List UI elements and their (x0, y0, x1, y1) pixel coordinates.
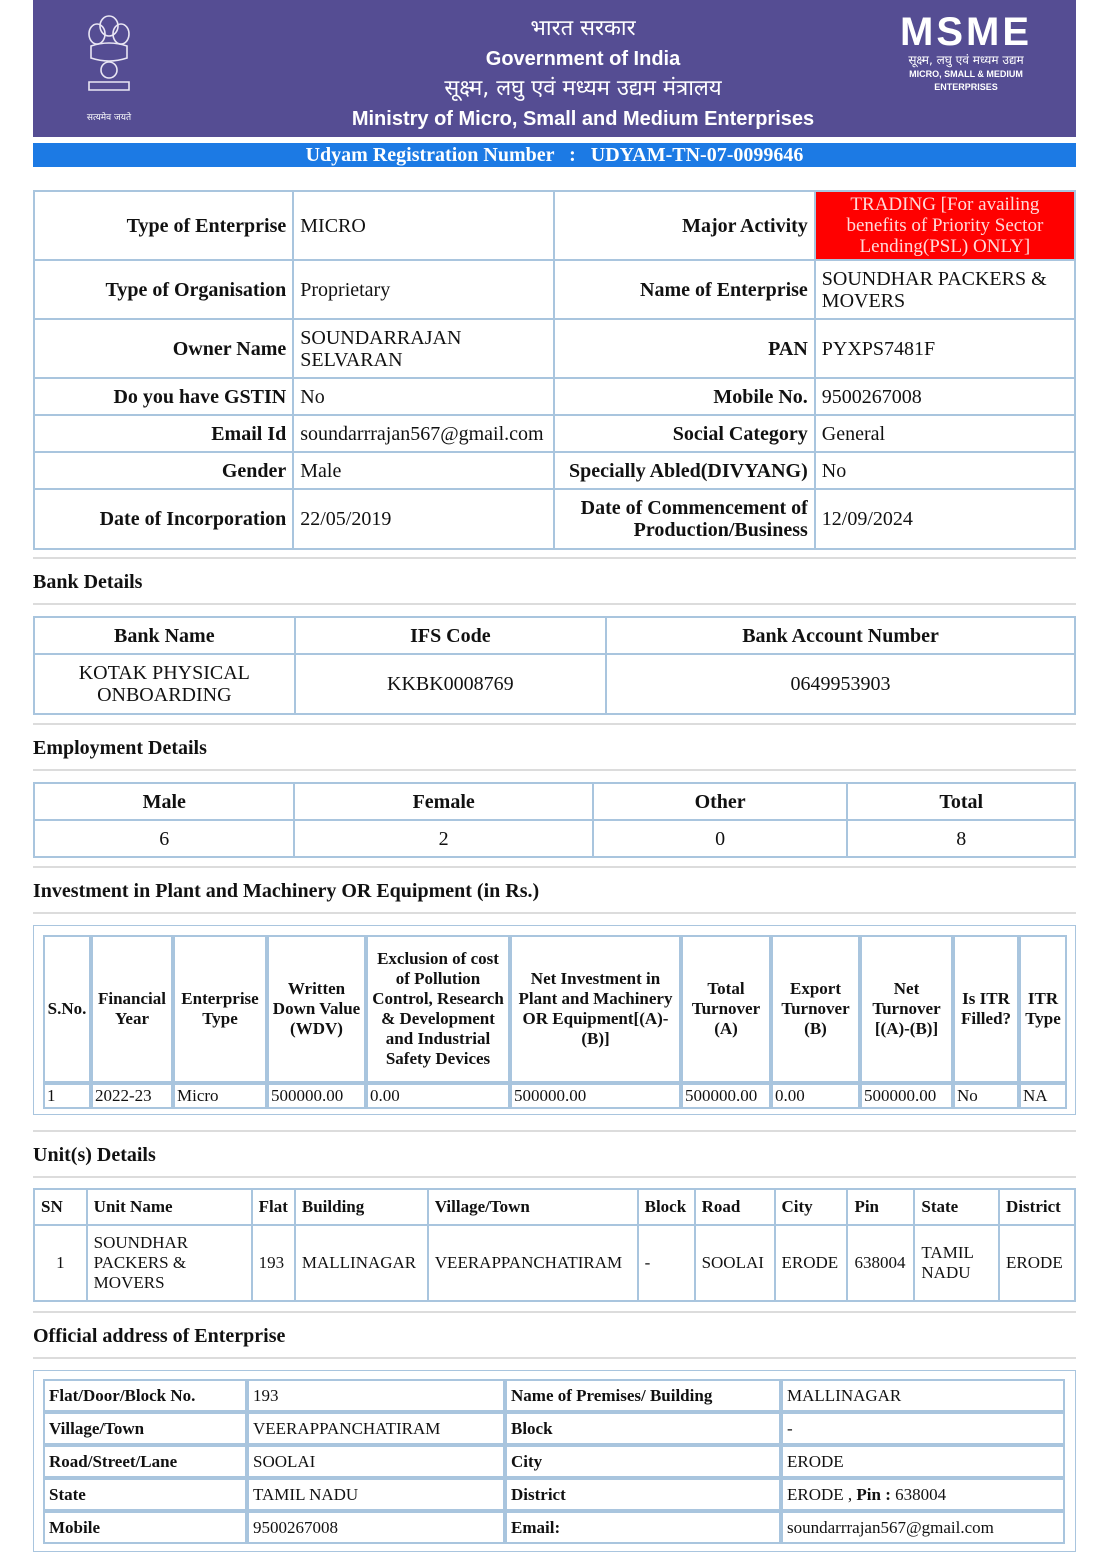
unit-sn: 1 (34, 1225, 87, 1301)
total-count: 8 (847, 820, 1075, 857)
total-header: Total (847, 783, 1075, 820)
employment-details-table (33, 782, 1076, 858)
unit-village: VEERAPPANCHATIRAM (428, 1225, 638, 1301)
divider (33, 912, 1076, 914)
unit-name-header: Unit Name (87, 1189, 252, 1225)
net-turnover-header: Net Turnover [(A)-(B)] (860, 935, 953, 1083)
district-label: District (505, 1478, 781, 1511)
name-of-enterprise-value: SOUNDHAR PACKERS & MOVERS (815, 260, 1075, 319)
owner-name-label: Owner Name (34, 319, 293, 378)
flat-label: Flat/Door/Block No. (43, 1379, 247, 1412)
social-category-value: General (815, 415, 1075, 452)
male-count: 6 (34, 820, 294, 857)
investment-table (43, 935, 1067, 1109)
date-of-commencement-value: 12/09/2024 (815, 489, 1075, 549)
divider (33, 866, 1076, 868)
unit-flat: 193 (252, 1225, 295, 1301)
itr-filled-header: Is ITR Filled? (953, 935, 1019, 1083)
road-label: Road/Street/Lane (43, 1445, 247, 1478)
city-label: City (505, 1445, 781, 1478)
district-value: ERODE , (787, 1484, 853, 1504)
unit-sn-header: SN (34, 1189, 87, 1225)
date-of-commencement-label: Date of Commencement of Production/Business (554, 489, 815, 549)
premises-value: MALLINAGAR (781, 1379, 1065, 1412)
date-of-incorporation-value: 22/05/2019 (293, 489, 554, 549)
total-turnover-header: Total Turnover (A) (681, 935, 771, 1083)
exclusion-cost-header: Exclusion of cost of Pollution Control, Research & Development and Industrial Safety Devices (366, 935, 510, 1083)
village-label: Village/Town (43, 1412, 247, 1445)
investment-net: 500000.00 (510, 1083, 681, 1109)
pan-value: PYXPS7481F (815, 319, 1075, 378)
enterprise-details-table (33, 190, 1076, 550)
unit-details-table (33, 1188, 1076, 1302)
udyam-registration-bar (33, 143, 1076, 167)
enterprise-type-header: Enterprise Type (173, 935, 267, 1083)
urn-separator: : (569, 144, 576, 166)
address-mobile-label: Mobile (43, 1511, 247, 1544)
mobile-label: Mobile No. (554, 378, 815, 415)
ministry-name: Ministry of Micro, Small and Medium Enterprises (351, 108, 815, 130)
investment-title: Investment in Plant and Machinery OR Equipment (in Rs.) (33, 880, 540, 902)
unit-road: SOOLAI (695, 1225, 775, 1301)
road-value: SOOLAI (247, 1445, 505, 1478)
state-value: TAMIL NADU (247, 1478, 505, 1511)
unit-details-title: Unit(s) Details (33, 1144, 156, 1166)
email-value: soundarrrajan567@gmail.com (293, 415, 554, 452)
divider (33, 1311, 1076, 1313)
village-value: VEERAPPANCHATIRAM (247, 1412, 505, 1445)
name-of-enterprise-label: Name of Enterprise (554, 260, 815, 319)
investment-net-turnover: 500000.00 (860, 1083, 953, 1109)
urn-value: UDYAM-TN-07-0099646 (590, 144, 804, 166)
divider (33, 557, 1076, 559)
itr-type-header: ITR Type (1019, 935, 1067, 1083)
unit-district-header: District (999, 1189, 1075, 1225)
block-label: Block (505, 1412, 781, 1445)
type-of-enterprise-value: MICRO (293, 191, 554, 260)
sno-header: S.No. (43, 935, 91, 1083)
unit-flat-header: Flat (252, 1189, 295, 1225)
official-address-title: Official address of Enterprise (33, 1325, 286, 1347)
other-count: 0 (593, 820, 848, 857)
address-email-label: Email: (505, 1511, 781, 1544)
divider (33, 603, 1076, 605)
employment-details-title: Employment Details (33, 737, 207, 759)
unit-name: SOUNDHAR PACKERS & MOVERS (87, 1225, 252, 1301)
unit-village-header: Village/Town (428, 1189, 638, 1225)
female-count: 2 (294, 820, 592, 857)
unit-block-header: Block (638, 1189, 695, 1225)
investment-itr-filled: No (953, 1083, 1019, 1109)
msme-logo-text: MSME (900, 10, 1032, 54)
divider (33, 1176, 1076, 1178)
unit-city: ERODE (775, 1225, 848, 1301)
mobile-value: 9500267008 (815, 378, 1075, 415)
bank-name-header: Bank Name (34, 617, 295, 654)
district-pin-value (781, 1478, 1065, 1511)
unit-city-header: City (775, 1189, 848, 1225)
investment-section (33, 925, 1076, 1115)
gstin-value: No (293, 378, 554, 415)
investment-exclusion: 0.00 (366, 1083, 510, 1109)
urn-label: Udyam Registration Number (305, 144, 555, 166)
bank-details-table (33, 616, 1076, 715)
export-turnover-header: Export Turnover (B) (771, 935, 860, 1083)
pan-label: PAN (554, 319, 815, 378)
account-number-header: Bank Account Number (606, 617, 1075, 654)
premises-label: Name of Premises/ Building (505, 1379, 781, 1412)
divider (33, 769, 1076, 771)
unit-pin: 638004 (847, 1225, 914, 1301)
unit-building: MALLINAGAR (295, 1225, 428, 1301)
block-value: - (781, 1412, 1065, 1445)
divider (33, 1130, 1076, 1132)
major-activity-value: TRADING [For availing benefits of Priority Sector Lending(PSL) ONLY] (815, 191, 1075, 260)
pin-value: 638004 (895, 1484, 947, 1504)
hindi-government: भारत सरकार (530, 16, 636, 41)
official-address-section (33, 1370, 1076, 1552)
investment-type: Micro (173, 1083, 267, 1109)
divider (33, 1357, 1076, 1359)
account-number-value: 0649953903 (606, 654, 1075, 714)
investment-year: 2022-23 (91, 1083, 173, 1109)
ifs-code-header: IFS Code (295, 617, 606, 654)
type-of-enterprise-label: Type of Enterprise (34, 191, 293, 260)
gstin-label: Do you have GSTIN (34, 378, 293, 415)
wdv-header: Written Down Value (WDV) (267, 935, 366, 1083)
investment-total-turnover: 500000.00 (681, 1083, 771, 1109)
investment-sno: 1 (43, 1083, 91, 1109)
major-activity-label: Major Activity (554, 191, 815, 260)
bank-details-title: Bank Details (33, 571, 143, 593)
unit-pin-header: Pin (847, 1189, 914, 1225)
msme-subtitle: MICRO, SMALL & MEDIUM ENTERPRISES (909, 69, 1023, 92)
unit-state-header: State (914, 1189, 999, 1225)
email-label: Email Id (34, 415, 293, 452)
hindi-ministry: सूक्ष्म, लघु एवं मध्यम उद्यम मंत्रालय (444, 76, 722, 101)
unit-block: - (638, 1225, 695, 1301)
address-email-value: soundarrrajan567@gmail.com (781, 1511, 1065, 1544)
owner-name-value: SOUNDARRAJAN SELVARAN (293, 319, 554, 378)
unit-building-header: Building (295, 1189, 428, 1225)
state-label: State (43, 1478, 247, 1511)
government-of-india: Government of India (485, 48, 681, 70)
divyang-value: No (815, 452, 1075, 489)
flat-value: 193 (247, 1379, 505, 1412)
type-of-organisation-label: Type of Organisation (34, 260, 293, 319)
gender-value: Male (293, 452, 554, 489)
divyang-label: Specially Abled(DIVYANG) (554, 452, 815, 489)
official-address-table (43, 1379, 1065, 1544)
type-of-organisation-value: Proprietary (293, 260, 554, 319)
pin-label: Pin : (856, 1484, 891, 1504)
unit-state: TAMIL NADU (914, 1225, 999, 1301)
financial-year-header: Financial Year (91, 935, 173, 1083)
gender-label: Gender (34, 452, 293, 489)
msme-hindi-text: सूक्ष्म, लघु एवं मध्यम उद्यम (908, 53, 1024, 67)
divider (33, 723, 1076, 725)
investment-export-turnover: 0.00 (771, 1083, 860, 1109)
male-header: Male (34, 783, 294, 820)
address-mobile-value: 9500267008 (247, 1511, 505, 1544)
date-of-incorporation-label: Date of Incorporation (34, 489, 293, 549)
unit-road-header: Road (695, 1189, 775, 1225)
social-category-label: Social Category (554, 415, 815, 452)
other-header: Other (593, 783, 848, 820)
emblem-motto: सत्यमेव जयते (86, 113, 132, 123)
bank-name-value: KOTAK PHYSICAL ONBOARDING (34, 654, 295, 714)
city-value: ERODE (781, 1445, 1065, 1478)
investment-wdv: 500000.00 (267, 1083, 366, 1109)
banner-titles (303, 14, 863, 134)
net-investment-header: Net Investment in Plant and Machinery OR Equipment[(A)-(B)] (510, 935, 681, 1083)
investment-itr-type: NA (1019, 1083, 1067, 1109)
msme-logo (886, 12, 1046, 94)
ifs-code-value: KKBK0008769 (295, 654, 606, 714)
female-header: Female (294, 783, 592, 820)
national-emblem-icon (83, 12, 135, 123)
header-banner (33, 0, 1076, 137)
unit-district: ERODE (999, 1225, 1075, 1301)
